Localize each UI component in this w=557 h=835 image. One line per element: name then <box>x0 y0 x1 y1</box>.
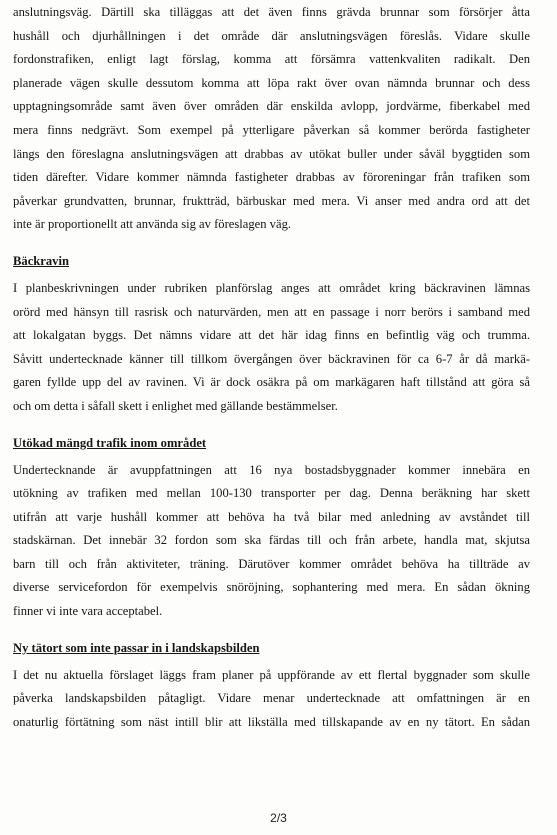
paragraph-backravin <box>13 277 530 419</box>
paragraph-traffic <box>13 459 530 624</box>
text-line: tiden därefter. Vidare kommer nämnda fastigheter drabbas av föroreningar från trafiken som <box>13 170 530 185</box>
text-line: mera finns nedgrävt. Som exempel på ytterligare påverkan så kommer berörda fastigheter <box>13 122 530 137</box>
text-line: diverse servicefordon för exempelvis snöröjning, sophantering med mera. En sådan ökning <box>13 580 530 595</box>
text-line: utifrån att varje hushåll kommer att behöva ha två bilar med anledning av avståndet till <box>13 509 530 524</box>
paragraph-new-settlement <box>13 664 530 735</box>
page-number: 2/3 <box>270 811 287 825</box>
text-line: inte är proportionellt att använda sig av föreslagen väg. <box>13 217 292 232</box>
text-line: upptagningsområde samt även över områden där enskilda avlopp, jordvärme, fiberkabel med <box>13 99 530 114</box>
document-body <box>13 1 530 734</box>
text-line: påverkar grundvatten, brunnar, fruktträd, bärbuskar med mera. Vi anser med andra ord att det <box>13 193 530 208</box>
text-line: Undertecknande är avuppfattningen att 16 nya bostadsbyggnader kommer innebära en <box>13 462 530 477</box>
text-line: stadskärnan. Det innebär 32 fordon som ska färdas till och från arbete, handla mat, skjutsa <box>13 533 530 548</box>
text-line: utökning av trafiken med mellan 100-130 transporter per dag. Denna beräkning har skett <box>13 486 530 501</box>
text-line: planerade vägen skulle dessutom komma att löpa rakt över ovan nämnda brunnar och dess <box>13 75 530 90</box>
text-line: barn till och från aktiviteter, träning. Därutöver kommer området behöva ha tillträde av <box>13 556 530 571</box>
section-heading-traffic: Utökad mängd trafik inom området <box>13 435 207 450</box>
text-line: fordonstrafiken, enligt lagt förslag, komma att försämra vattenkvaliten radikalt. Den <box>13 52 530 67</box>
text-line: och om detta i såfall skett i enlighet med gällande bestämmelser. <box>13 398 338 413</box>
section-heading-new-settlement: Ny tätort som inte passar in i landskapsbilden <box>13 640 260 655</box>
text-line: påverka landskapsbilden påtagligt. Vidare menar undertecknade att omfattningen är en <box>13 691 530 706</box>
text-line: garen fyllde upp del av ravinen. Vi är dock osäkra på om markägaren haft tillstånd att göra så <box>13 375 530 390</box>
text-line: hushåll och djurhållningen i det område där anslutningsvägen föreslås. Vidare skulle <box>13 28 530 43</box>
text-line: finner vi inte vara acceptabel. <box>13 604 163 619</box>
text-line: onaturlig förtätning som näst intill blir att likställa med tillskapande av en ny tätort. En sådan <box>13 714 530 729</box>
text-line: anslutningsväg. Därtill ska tilläggas att det även finns grävda brunnar som försörjer åtta <box>13 5 530 19</box>
text-line: I planbeskrivningen under rubriken planförslag anges att området kring bäckravinen lämnas <box>13 280 530 295</box>
text-line: I det nu aktuella förslaget läggs fram planer på uppförande av ett flertal byggnader som skulle <box>13 667 530 682</box>
text-line: längs den föreslagna anslutningsvägen att drabbas av utökat buller under såväl byggtiden som <box>13 146 530 161</box>
paragraph-wells-and-road <box>13 1 530 237</box>
text-line: orörd med hänsyn till rasrisk och naturvärden, men att en passage i norr berörs i samband med <box>13 304 530 319</box>
text-line: att lokalgatan byggs. Det nämns vidare att det här idag finns en befintlig väg och trumma. <box>13 328 530 343</box>
text-line: Såvitt undertecknade känner till tillkom övergången över bäckravinen för ca 6-7 år då markä- <box>13 351 530 366</box>
section-heading-backravin: Bäckravin <box>13 253 69 268</box>
